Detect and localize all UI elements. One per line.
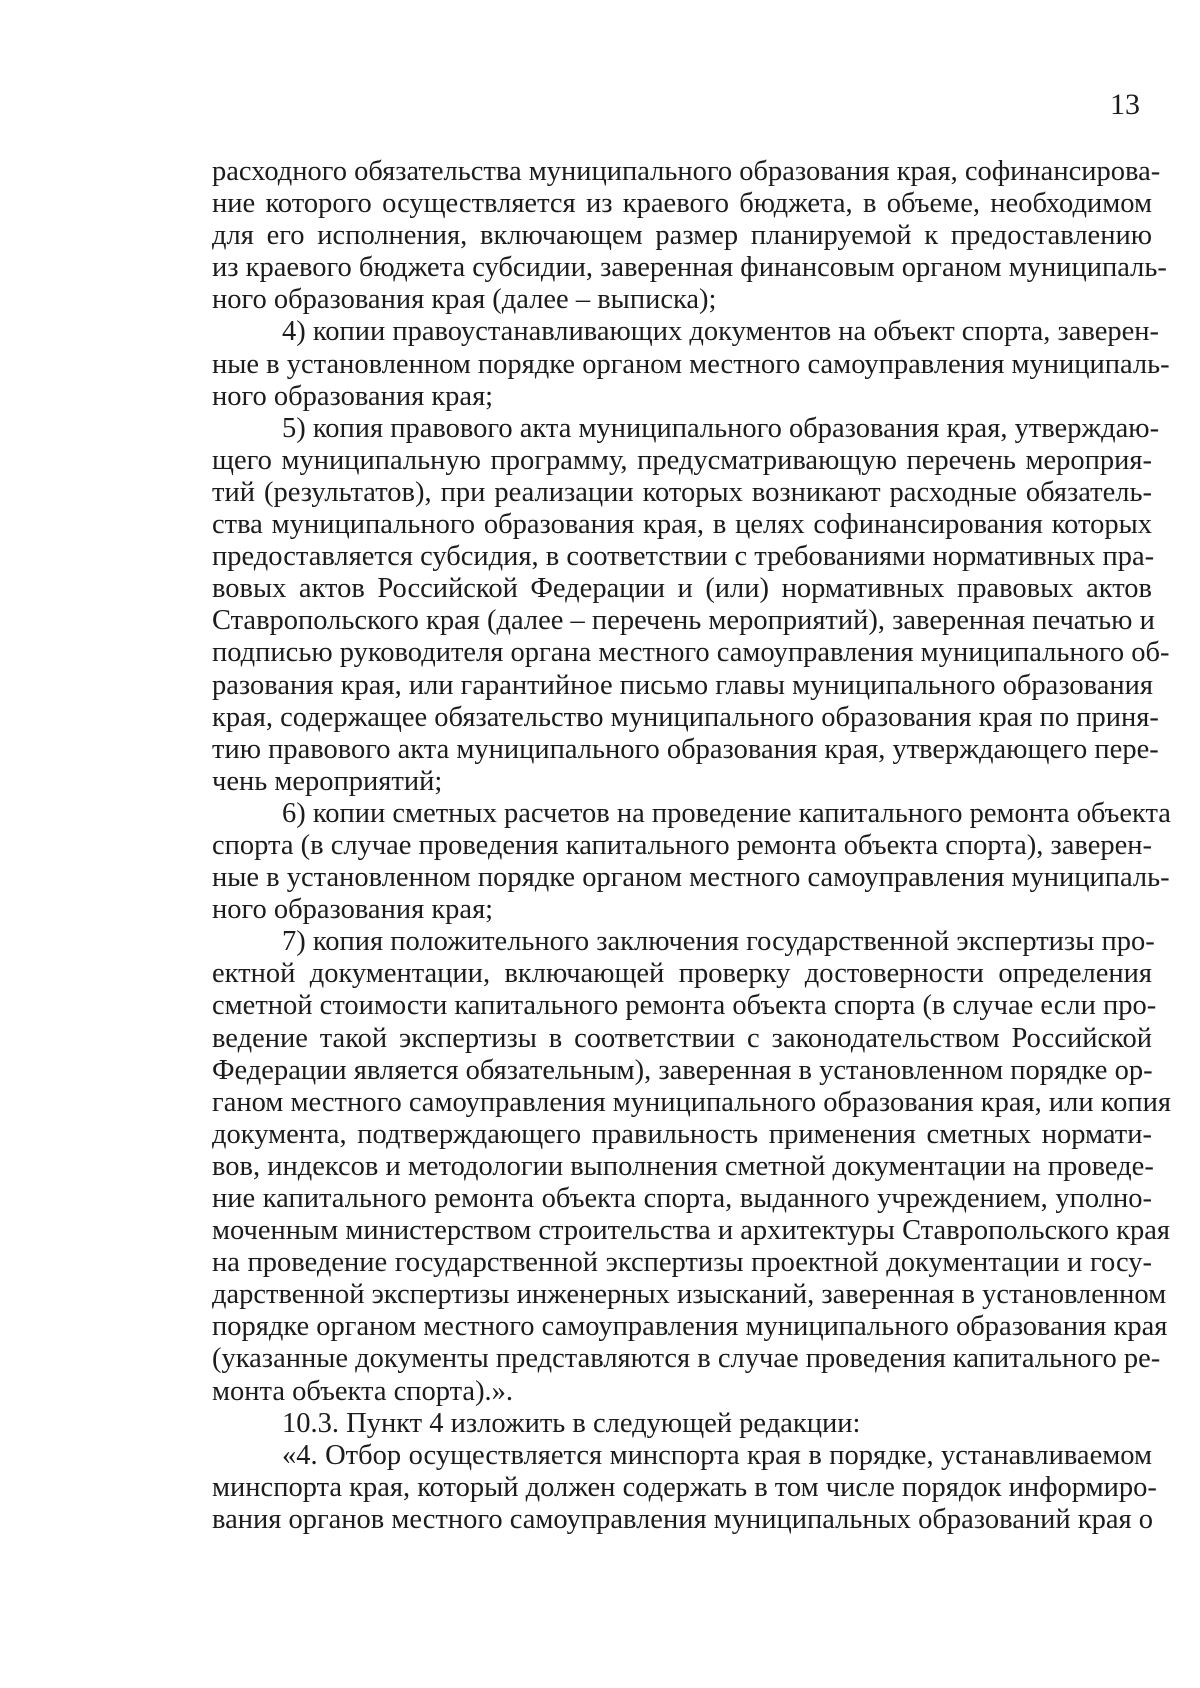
text-line: ного образования края;	[212, 380, 494, 412]
text-line: Ставропольского края (далее – перечень мероприятий), заверенная печатью и	[212, 605, 1155, 637]
text-line: на проведение государственной экспертизы проектной документации и госу-	[212, 1247, 1152, 1279]
text-line: чень мероприятий;	[212, 765, 443, 797]
text-line: ведение такой экспертизы в соответствии с законодательством Российской	[212, 1022, 1152, 1054]
text-line: ные в установленном порядке органом местного самоуправления муниципаль-	[212, 348, 1170, 380]
text-line: вания органов местного самоуправления муниципальных образований края о	[212, 1503, 1153, 1535]
text-line: 5) копия правового акта муниципального образования края, утверждаю-	[282, 412, 1160, 444]
text-line: предоставляется субсидия, в соответствии с требованиями нормативных пра-	[212, 541, 1155, 573]
text-line: порядке органом местного самоуправления муниципального образования края	[212, 1311, 1168, 1343]
page-number: 13	[1110, 88, 1140, 121]
text-line: 10.3. Пункт 4 изложить в следующей редакции:	[282, 1407, 861, 1439]
text-line: подписью руководителя органа местного самоуправления муниципального об-	[212, 637, 1170, 669]
text-line: ние капитального ремонта объекта спорта, выданного учреждением, уполно-	[212, 1183, 1152, 1214]
text-line: разования края, или гарантийное письмо главы муниципального образования	[212, 669, 1154, 701]
text-line: дарственной экспертизы инженерных изысканий, заверенная в установленном	[212, 1279, 1167, 1311]
text-line: ства муниципального образования края, в целях софинансирования которых	[212, 509, 1152, 541]
text-line: края, содержащее обязательство муниципального образования края по приня-	[212, 701, 1159, 733]
text-line: спорта (в случае проведения капитального ремонта объекта спорта), заверен-	[212, 829, 1152, 861]
text-line: щего муниципальную программу, предусматривающую перечень мероприя-	[212, 444, 1152, 476]
text-line: 7) копия положительного заключения государственной экспертизы про-	[282, 926, 1155, 958]
text-line: тию правового акта муниципального образования края, утверждающего пере-	[212, 733, 1159, 765]
text-line: ектной документации, включающей проверку достоверности определения	[212, 958, 1152, 990]
text-line: монта объекта спорта).».	[212, 1375, 514, 1407]
text-line: «4. Отбор осуществляется минспорта края в порядке, устанавливаемом	[282, 1439, 1152, 1471]
text-line: ного образования края (далее – выписка);	[212, 284, 717, 316]
text-line: моченным министерством строительства и архитектуры Ставропольского края	[212, 1215, 1170, 1247]
text-line: ные в установленном порядке органом местного самоуправления муниципаль-	[212, 862, 1170, 894]
text-line: вовых актов Российской Федерации и (или) нормативных правовых актов	[212, 573, 1152, 605]
text-line: из краевого бюджета субсидии, заверенная финансовым органом муниципаль-	[212, 252, 1167, 284]
text-line: тий (результатов), при реализации которых возникают расходные обязатель-	[212, 476, 1152, 508]
text-line: для его исполнения, включающем размер планируемой к предоставлению	[212, 220, 1152, 252]
document-body	[212, 156, 1171, 1536]
text-line: расходного обязательства муниципального образования края, софинансирова-	[212, 156, 1161, 187]
text-line: сметной стоимости капитального ремонта объекта спорта (в случае если про-	[212, 990, 1157, 1022]
text-line: ние которого осуществляется из краевого бюджета, в объеме, необходимом	[212, 188, 1152, 220]
text-line: 6) копии сметных расчетов на проведение капитального ремонта объекта	[282, 797, 1171, 829]
text-line: документа, подтверждающего правильность применения сметных нормати-	[212, 1118, 1152, 1150]
text-line: Федерации является обязательным), заверенная в установленном порядке ор-	[212, 1054, 1153, 1086]
text-line: ного образования края;	[212, 894, 494, 926]
text-line: вов, индексов и методологии выполнения сметной документации на проведе-	[212, 1150, 1154, 1182]
text-line: (указанные документы представляются в случае проведения капитального ре-	[212, 1343, 1161, 1375]
text-line: 4) копии правоустанавливающих документов на объект спорта, заверен-	[282, 316, 1160, 348]
text-line: ганом местного самоуправления муниципального образования края, или копия	[212, 1086, 1171, 1118]
text-line: минспорта края, который должен содержать в том числе порядок информиро-	[212, 1471, 1157, 1503]
